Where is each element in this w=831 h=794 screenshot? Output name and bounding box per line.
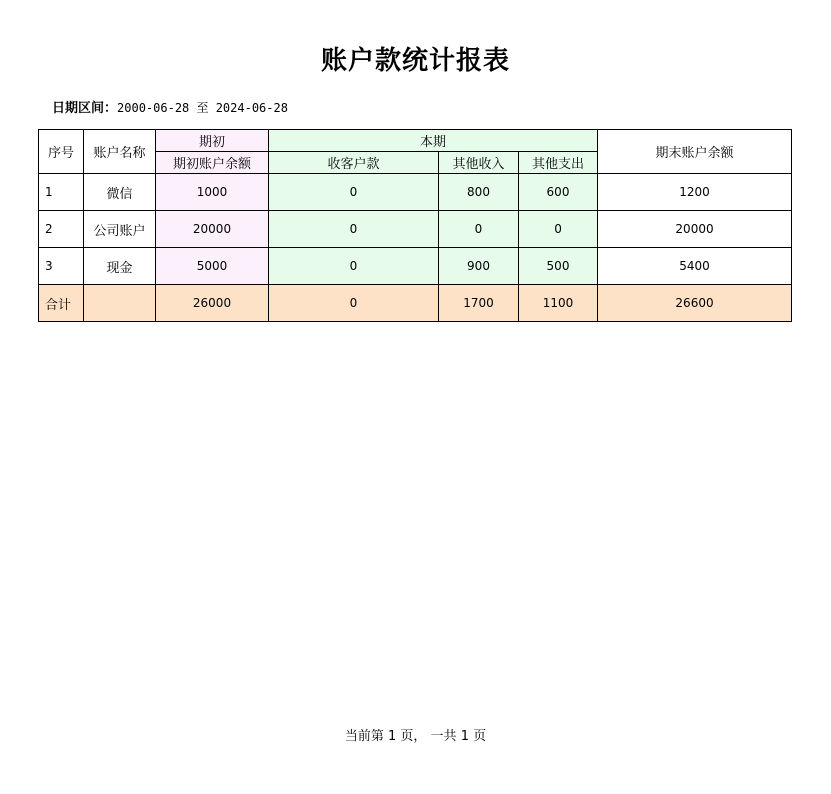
- cell-opening: 20000: [156, 211, 269, 248]
- total-other-income: 1700: [439, 285, 519, 322]
- header-closing-balance: 期末账户余额: [598, 130, 792, 174]
- cell-opening: 1000: [156, 174, 269, 211]
- cell-other-expense: 500: [519, 248, 598, 285]
- cell-account-name: 微信: [84, 174, 156, 211]
- cell-closing: 20000: [598, 211, 792, 248]
- cell-closing: 1200: [598, 174, 792, 211]
- total-closing: 26600: [598, 285, 792, 322]
- cell-other-expense: 0: [519, 211, 598, 248]
- account-report-table: [38, 129, 792, 322]
- cell-other-income: 0: [439, 211, 519, 248]
- cell-account-name: 现金: [84, 248, 156, 285]
- date-range-value: 2000-06-28 至 2024-06-28: [117, 101, 288, 115]
- cell-receipts: 0: [269, 248, 439, 285]
- total-account-name: [84, 285, 156, 322]
- header-current-group: 本期: [269, 130, 598, 152]
- table-row: [39, 248, 792, 285]
- report-title: 账户款统计报表: [320, 46, 510, 76]
- total-receipts: 0: [269, 285, 439, 322]
- total-label: 合计: [39, 285, 84, 322]
- header-receipts: 收客户款: [269, 152, 439, 174]
- header-account-name: 账户名称: [84, 130, 156, 174]
- cell-receipts: 0: [269, 174, 439, 211]
- header-other-income: 其他收入: [439, 152, 519, 174]
- header-opening-balance: 期初账户余额: [156, 152, 269, 174]
- pagination-text: 当前第 1 页， 一共 1 页: [344, 729, 487, 744]
- cell-account-name: 公司账户: [84, 211, 156, 248]
- table-row: [39, 211, 792, 248]
- total-other-expense: 1100: [519, 285, 598, 322]
- cell-other-income: 800: [439, 174, 519, 211]
- cell-receipts: 0: [269, 211, 439, 248]
- cell-closing: 5400: [598, 248, 792, 285]
- date-range-label: 日期区间：: [52, 101, 118, 116]
- header-seq: 序号: [39, 130, 84, 174]
- total-row: [39, 285, 792, 322]
- header-opening-group: 期初: [156, 130, 269, 152]
- date-range: [52, 97, 288, 116]
- cell-seq: 3: [39, 248, 84, 285]
- cell-seq: 2: [39, 211, 84, 248]
- cell-other-income: 900: [439, 248, 519, 285]
- table-row: [39, 174, 792, 211]
- cell-opening: 5000: [156, 248, 269, 285]
- header-other-expense: 其他支出: [519, 152, 598, 174]
- total-opening: 26000: [156, 285, 269, 322]
- cell-other-expense: 600: [519, 174, 598, 211]
- cell-seq: 1: [39, 174, 84, 211]
